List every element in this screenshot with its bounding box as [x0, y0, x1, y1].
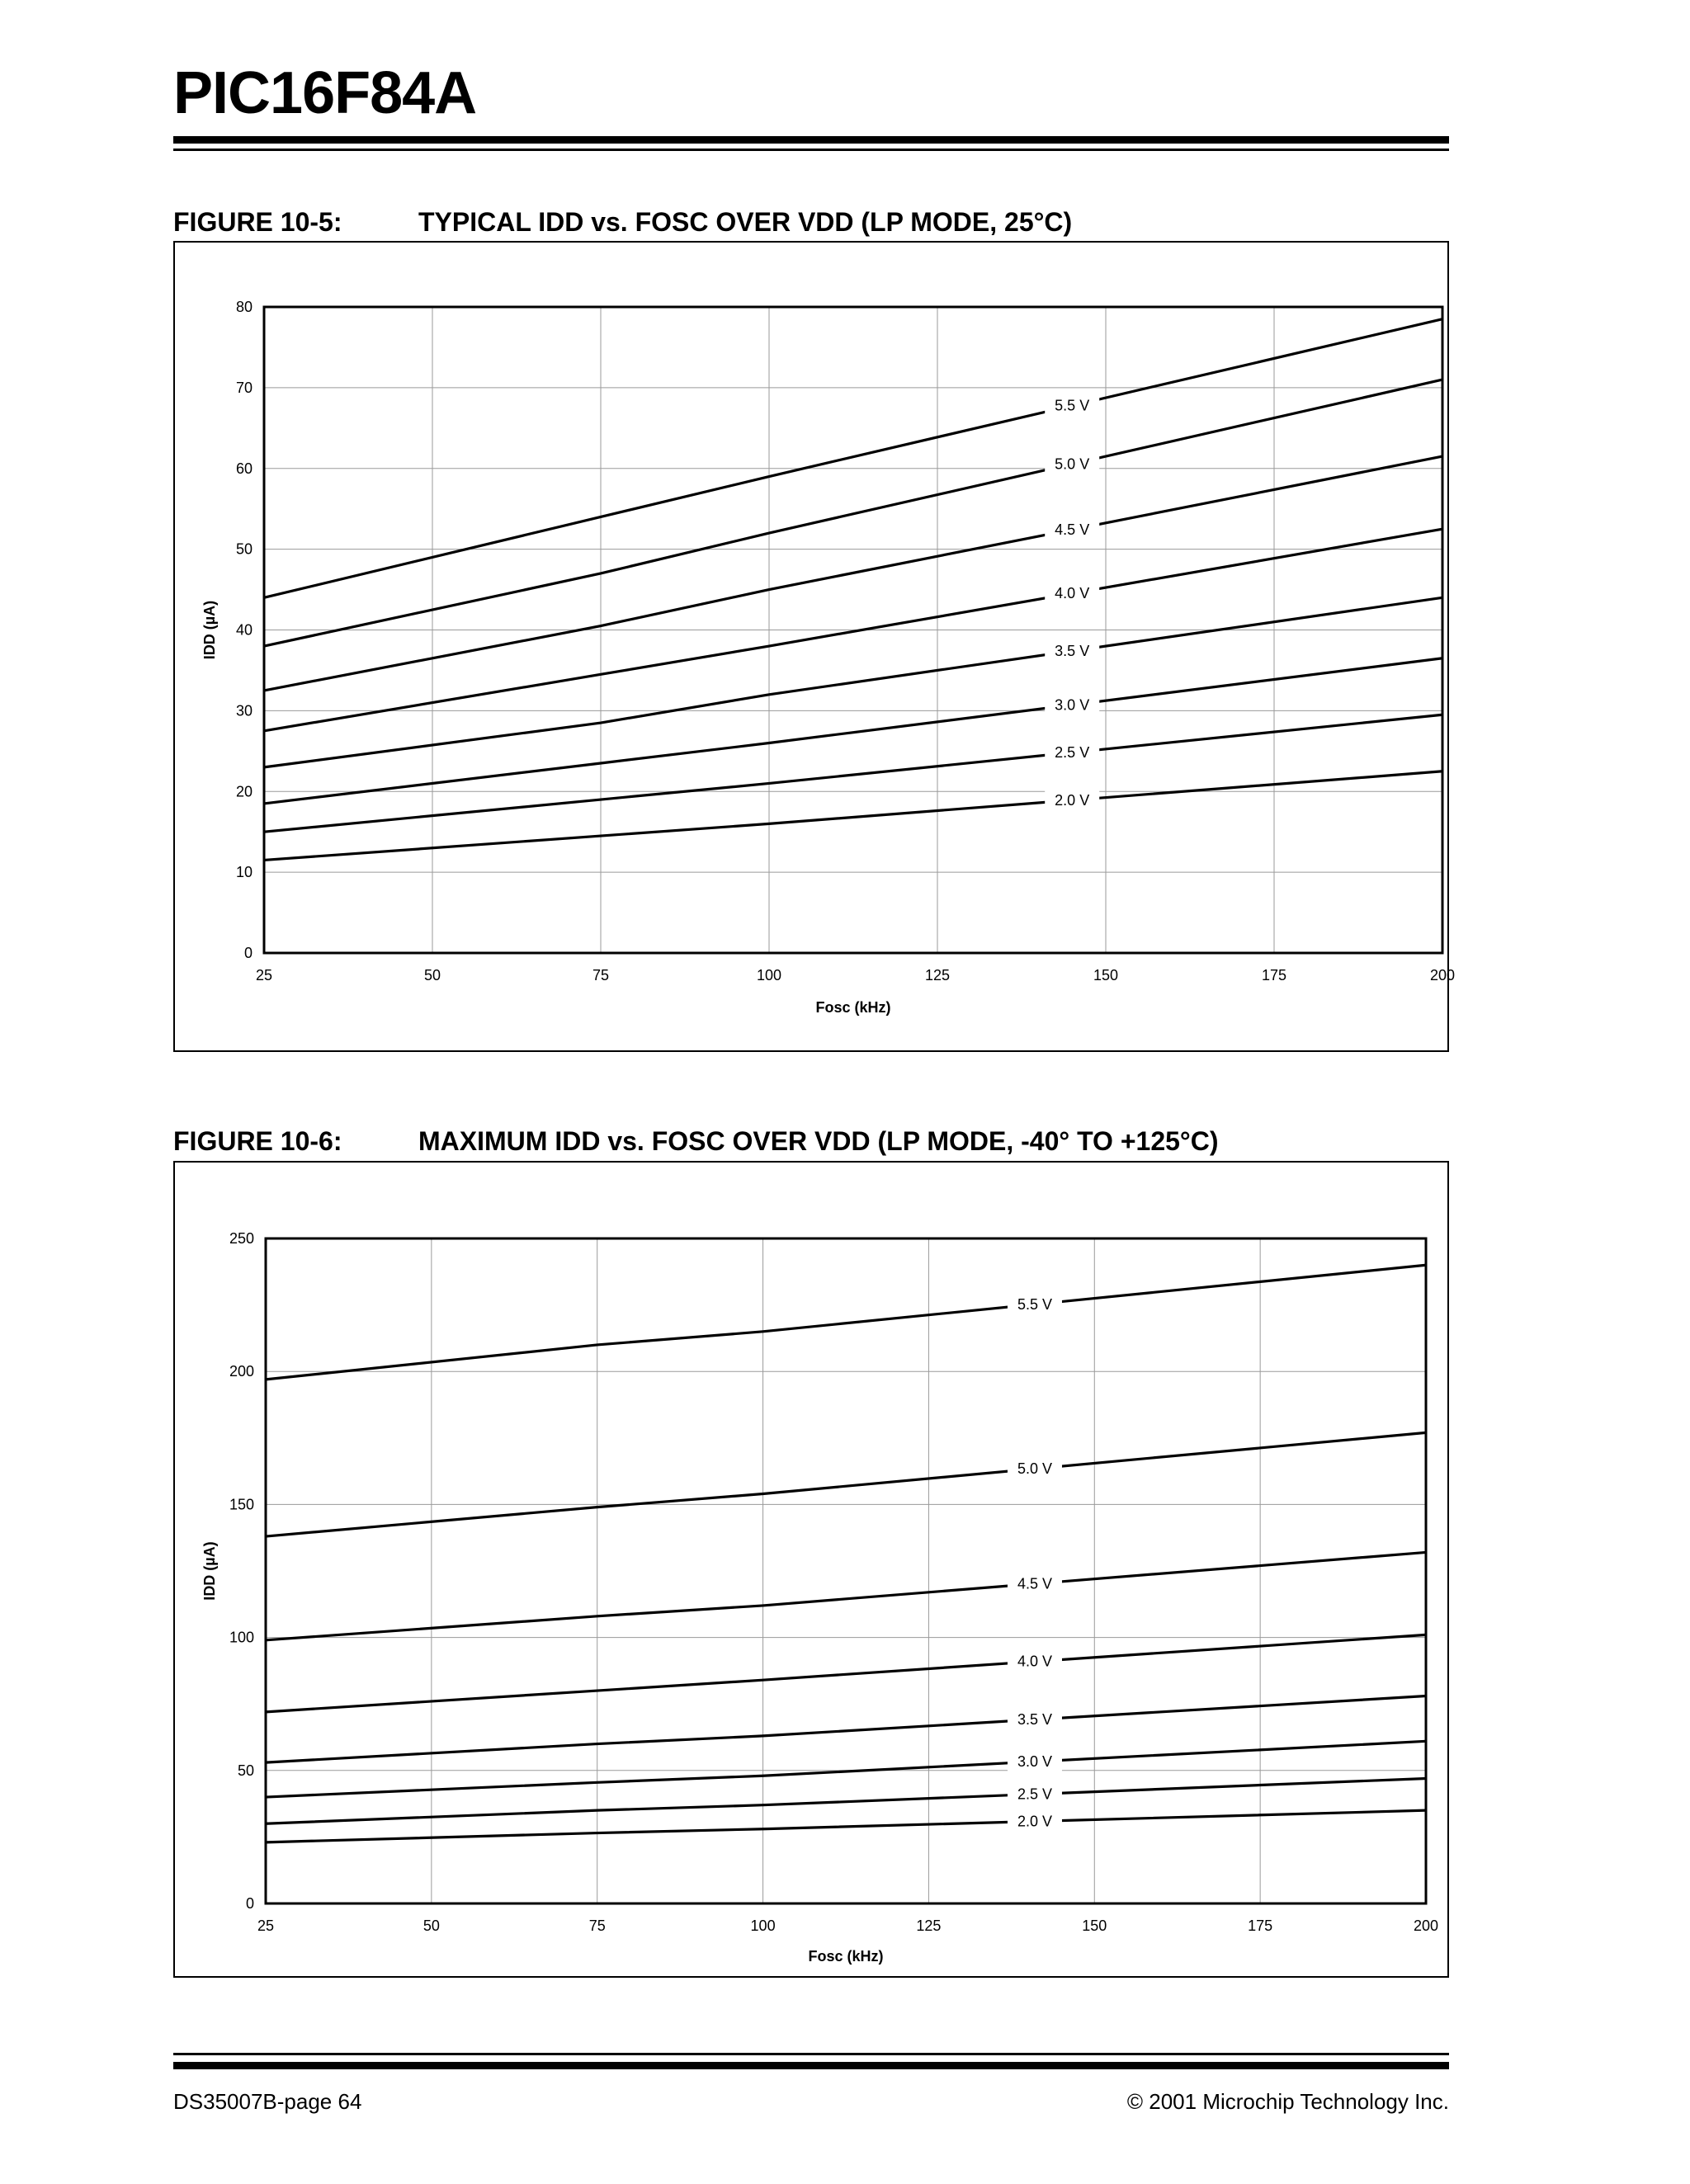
footer-rule-thick [173, 2062, 1449, 2069]
y-tick-label: 0 [243, 945, 253, 961]
y-tick-label: 40 [235, 621, 253, 639]
x-tick-label: 100 [756, 967, 782, 984]
x-tick-label: 175 [1261, 967, 1287, 984]
x-tick-label: 25 [257, 1917, 275, 1934]
series-line-45 [264, 456, 1442, 691]
series-line-50 [264, 380, 1442, 646]
y-tick-label: 100 [229, 1629, 254, 1646]
series-label: 5.5 V [1055, 397, 1090, 414]
series-label: 3.5 V [1017, 1711, 1052, 1729]
series-line-55 [266, 1265, 1426, 1380]
figure-2-heading [173, 1126, 1218, 1157]
y-tick-label: 0 [245, 1895, 254, 1912]
y-tick-label: 50 [235, 540, 253, 558]
footer-rule-thin [173, 2053, 1449, 2055]
series-label: 2.5 V [1017, 1785, 1052, 1803]
x-tick-label: 50 [423, 967, 441, 984]
chart-2-plot [201, 1230, 1438, 1965]
x-tick-label: 150 [1093, 967, 1119, 984]
x-tick-label: 200 [1413, 1917, 1439, 1934]
x-tick-label: 75 [592, 967, 610, 984]
header-rule-thick [173, 136, 1449, 144]
figure-1-title: TYPICAL IDD vs. FOSC OVER VDD (LP MODE, 25°C) [418, 207, 1073, 237]
figure-2-title: MAXIMUM IDD vs. FOSC OVER VDD (LP MODE, -40° TO +125°C) [418, 1126, 1219, 1156]
series-line-20 [266, 1810, 1426, 1842]
figure-2-chart-frame [173, 1161, 1449, 1978]
x-tick-label: 150 [1082, 1917, 1107, 1934]
series-label: 4.5 V [1055, 521, 1090, 538]
series-label: 3.5 V [1055, 642, 1090, 659]
y-tick-label: 150 [229, 1496, 254, 1513]
y-tick-label: 30 [235, 702, 253, 719]
series-label: 4.0 V [1017, 1653, 1052, 1670]
plot-frame [266, 1238, 1426, 1903]
figure-2-chart [175, 1163, 1447, 1976]
series-label: 5.5 V [1017, 1295, 1052, 1313]
series-label: 3.0 V [1055, 696, 1090, 714]
x-tick-label: 125 [916, 1917, 942, 1934]
series-label: 5.0 V [1017, 1460, 1052, 1478]
y-axis-label: IDD (µA) [201, 1541, 218, 1601]
figure-1-heading [173, 207, 1072, 238]
footer-copyright: © 2001 Microchip Technology Inc. [1126, 2089, 1449, 2114]
page-title: PIC16F84A [173, 60, 477, 126]
y-tick-label: 10 [235, 864, 253, 881]
series-line-35 [266, 1696, 1426, 1763]
y-tick-label: 250 [229, 1230, 254, 1247]
x-axis-label: Fosc (kHz) [808, 1948, 884, 1965]
x-tick-label: 175 [1248, 1917, 1273, 1934]
header-rule-thin [173, 149, 1449, 151]
series-line-30 [264, 658, 1442, 804]
x-tick-label: 100 [750, 1917, 776, 1934]
y-tick-label: 20 [235, 783, 253, 800]
x-tick-label: 200 [1429, 967, 1456, 984]
x-tick-label: 125 [924, 967, 951, 984]
y-tick-label: 70 [235, 379, 253, 396]
series-label: 4.5 V [1017, 1575, 1052, 1592]
y-tick-label: 200 [229, 1363, 254, 1380]
x-tick-label: 50 [422, 1917, 440, 1934]
footer-doc-id: DS35007B-page 64 [173, 2089, 362, 2114]
series-line-45 [266, 1552, 1426, 1639]
series-label: 5.0 V [1055, 455, 1090, 473]
y-tick-label: 50 [237, 1762, 254, 1779]
series-label: 2.0 V [1017, 1813, 1052, 1830]
series-line-25 [266, 1778, 1426, 1823]
series-label: 3.0 V [1017, 1753, 1052, 1771]
x-axis-label: Fosc (kHz) [815, 999, 891, 1016]
figure-1-chart-frame [173, 241, 1456, 1052]
series-line-55 [264, 319, 1442, 598]
series-label: 2.5 V [1055, 744, 1090, 762]
y-tick-label: 60 [235, 460, 253, 477]
chart-1-plot [201, 299, 1455, 1016]
x-tick-label: 25 [255, 967, 273, 984]
figure-1-chart [175, 243, 1456, 1050]
series-line-30 [266, 1741, 1426, 1797]
figure-2-number: FIGURE 10-6: [173, 1126, 342, 1156]
x-tick-label: 75 [588, 1917, 606, 1934]
series-line-35 [264, 597, 1442, 767]
figure-1-number: FIGURE 10-5: [173, 207, 342, 237]
series-line-50 [266, 1432, 1426, 1536]
series-label: 4.0 V [1055, 585, 1090, 602]
y-axis-label: IDD (µA) [201, 600, 218, 660]
series-label: 2.0 V [1055, 791, 1090, 809]
series-line-40 [266, 1634, 1426, 1711]
y-tick-label: 80 [235, 299, 253, 315]
